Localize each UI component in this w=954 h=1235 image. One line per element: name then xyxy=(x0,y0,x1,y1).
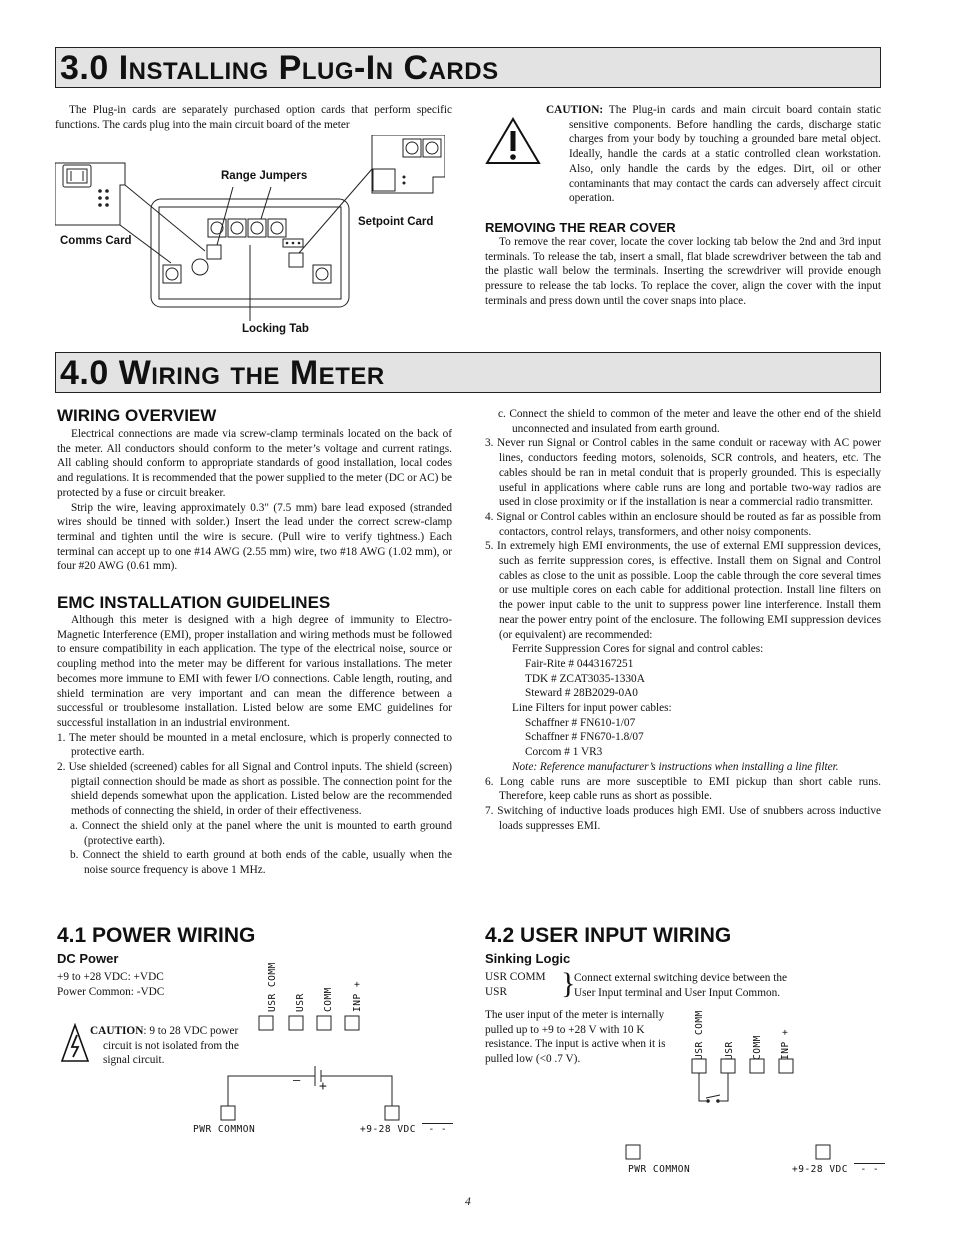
emc-item-3: 3. Never run Signal or Control cables in the same conduit or raceway with AC power lines, conductors feeding motors, solenoids, SCR controls, and heaters, etc. The cables should be ran in metal conduit that is properly grounded. This is especially useful in applications where cable runs are long and portable two-way radios are used in close proximity or if the installation is near a commercial radio transmitter. xyxy=(485,437,881,509)
power-common-label: PWR COMMON xyxy=(193,1124,256,1135)
rear-cover-body xyxy=(485,235,881,309)
power-caution-label: CAUTION xyxy=(90,1025,144,1037)
ui-terminal-label-usr-comm: USR COMM xyxy=(694,1010,705,1060)
user-input-wiring-diagram xyxy=(620,1055,860,1170)
emc-item-2b: b. Connect the shield to earth ground at both ends of the cable, usually when the noise source frequency is above 1 MHz. xyxy=(70,849,452,876)
power-wiring-heading: 4.1 POWER WIRING xyxy=(57,924,256,947)
ui-terminal-label-usr: USR xyxy=(724,1041,735,1060)
sinking-terms xyxy=(485,970,546,999)
svg-text:—: — xyxy=(293,1073,301,1087)
comms-card-label: Comms Card xyxy=(60,235,132,247)
terminal-usr xyxy=(289,1016,303,1030)
dc-power-line-2: Power Common: -VDC xyxy=(57,985,165,998)
user-input-description: The user input of the meter is internally pulled up to +9 to +28 V with 10 K resistance. The input is active when it is pulled low (<0 .7 V). xyxy=(485,1009,666,1066)
svg-text:+: + xyxy=(319,1079,327,1094)
ferrite-item: TDK # ZCAT3035-1330A xyxy=(525,672,645,685)
sinking-usr: USR xyxy=(485,985,507,998)
caution-warning-icon xyxy=(485,117,541,165)
caution-label: CAUTION: xyxy=(546,104,604,116)
ferrite-item: Fair-Rite # 0443167251 xyxy=(525,657,634,670)
ui-dc-symbol-icon: - - xyxy=(854,1164,886,1175)
emc-p1: Although this meter is designed with a high degree of immunity to Electro-Magnetic Interference (EMI), proper installation and wiring methods must be followed to ensure compatibility in each application. The type of the electrical noise, source or coupling method into the meter may be different for various installations. The meter becomes more immune to EMI with fewer I/O connections. Cable length, routing, and shield termination are very important and can mean the difference between a successful or troublesome installation. Listed below are some EMC guidelines for successful installation in an industrial environment. xyxy=(57,614,452,729)
terminal-vdc xyxy=(385,1106,399,1120)
terminal-label-usr-comm: USR COMM xyxy=(267,962,278,1012)
emc-item-2: 2. Use shielded (screened) cables for all Signal and Control inputs. The shield (screen) pigtail connection should be made as short as possible. The connection point for the shield depends somewhat upon the application. Listed below are the recommended methods of connecting the shield, in order of their effectiveness. xyxy=(57,761,452,818)
sinking-usr-comm: USR COMM xyxy=(485,971,546,983)
emc-body-right xyxy=(485,407,881,833)
filter-item: Schaffner # FN670-1.8/07 xyxy=(525,731,644,744)
caution-text: The Plug-in cards and main circuit board contain static sensitive components. Before handling the cards, discharge static charges from your body by touching a grounded bare metal object. Ideally, handle the cards at a static controlled clean workstation. Also, only handle the cards by the edges. Dirt, oil or other contaminants that may contact the cards can adversely affect circuit operation. xyxy=(569,104,881,205)
terminal-label-comm: COMM xyxy=(323,987,334,1012)
ui-terminal-usr-comm xyxy=(692,1059,706,1073)
terminal-pwr-common xyxy=(221,1106,235,1120)
overview-p2: Strip the wire, leaving approximately 0.3" (7.5 mm) bare lead exposed (stranded wires should be tinned with solder.) Insert the lead under the correct screw-clamp terminal and tighten until the wire is secure. (Pull wire to verify tightness.) Each terminal can accept up to one #14 AWG (2.55 mm) wire, two #18 AWG (1.02 mm), or four #20 AWG (0.61 mm). xyxy=(57,501,452,573)
ui-terminal-label-comm: COMM xyxy=(752,1035,763,1060)
terminal-label-inp: INP + xyxy=(352,980,363,1012)
wiring-overview-body xyxy=(57,427,452,574)
ui-power-vdc-label xyxy=(792,1164,885,1175)
rear-cover-heading: REMOVING THE REAR COVER xyxy=(485,220,676,235)
power-caution-text: : 9 to 28 VDC power circuit is not isolated from the signal circuit. xyxy=(103,1025,239,1067)
dc-power-line-1: +9 to +28 VDC: +VDC xyxy=(57,971,164,983)
line-filter-note: Note: Reference manufacturer’s instructions when installing a line filter. xyxy=(512,760,839,773)
terminal-label-usr: USR xyxy=(295,993,306,1012)
ui-power-common-label: PWR COMMON xyxy=(628,1164,691,1175)
brace-icon: } xyxy=(561,967,576,1000)
page-number: 4 xyxy=(465,1196,471,1208)
ferrite-item: Steward # 28B2029-0A0 xyxy=(525,687,638,700)
terminal-inp xyxy=(345,1016,359,1030)
dc-power-lines xyxy=(57,970,164,999)
overview-p1: Electrical connections are made via screw-clamp terminals located on the back of the meter. All conductors should conform to the meter’s voltage and current ratings. All cabling should conform to appropriate standards of good installation, local codes and regulations. It is recommended that the power supplied to the meter (DC or AC) be protected by a fuse or circuit breaker. xyxy=(57,428,452,499)
rear-cover-text: To remove the rear cover, locate the cover locking tab below the 2nd and 3rd input terminals. To release the tab, insert a small, flat blade screwdriver between the tab and the plastic wall below the terminals. Inserting the screwdriver will provide enough pressure to release the tab locks. To replace the cover, align the cover with the input terminals and press down until the cover snaps into place. xyxy=(485,236,881,307)
emc-item-6: 6. Long cable runs are more susceptible to EMI pickup than short cable runs. Therefore, keep cable runs as short as possible. xyxy=(485,775,881,803)
ui-terminal-vdc xyxy=(816,1145,830,1159)
emc-item-2c: c. Connect the shield to common of the meter and leave the other end of the shield unconnected and insulated from earth ground. xyxy=(498,408,881,435)
section-3-header xyxy=(55,47,881,88)
wiring-overview-heading: WIRING OVERVIEW xyxy=(57,406,217,425)
ui-terminal-usr xyxy=(721,1059,735,1073)
sinking-connect-text: Connect external switching device between the User Input terminal and User Input Common. xyxy=(574,972,787,999)
emc-heading: EMC INSTALLATION GUIDELINES xyxy=(57,593,331,612)
s3-caution xyxy=(546,103,881,206)
ui-terminal-pwr-common xyxy=(626,1145,640,1159)
ui-terminal-comm xyxy=(750,1059,764,1073)
emc-item-5: 5. In extremely high EMI environments, the use of external EMI suppression devices, such as ferrite suppression cores, is effective. Install them on Signal and Control cables as close to the unit as possible. Loop the cable through the core several times or use multiple cores on each cable for additional protection. Install line filters on the power input cable to the unit to suppress power line interference. Install them near the power entry point of the enclosure. The following EMI suppression devices (or equivalent) are recommended: xyxy=(485,540,881,641)
terminal-usr-comm xyxy=(259,1016,273,1030)
section-4-header xyxy=(55,352,881,393)
s3-intro-text: The Plug-in cards are separately purchased option cards that perform specific functions. The cards plug into the main circuit board of the meter xyxy=(55,104,452,131)
s3-intro xyxy=(55,103,452,132)
dc-symbol-icon: - - xyxy=(422,1124,454,1135)
locking-tab-label: Locking Tab xyxy=(242,323,309,335)
emc-item-7: 7. Switching of inductive loads produces high EMI. Use of snubbers across inductive loads suppresses EMI. xyxy=(485,804,881,832)
setpoint-card-label: Setpoint Card xyxy=(358,216,434,228)
emc-item-1: 1. The meter should be mounted in a metal enclosure, which is properly connected to protective earth. xyxy=(57,731,452,759)
filter-item: Schaffner # FN610-1/07 xyxy=(525,716,636,729)
section-4-title: 4.0 Wiring the Meter xyxy=(60,354,385,392)
sinking-logic-subheading: Sinking Logic xyxy=(485,951,571,966)
power-vdc-text: +9-28 VDC xyxy=(360,1124,416,1135)
ui-terminal-inp xyxy=(779,1059,793,1073)
filter-item: Corcom # 1 VR3 xyxy=(525,746,603,759)
range-jumpers-label: Range Jumpers xyxy=(221,170,308,182)
emc-item-2a: a. Connect the shield only at the panel where the unit is mounted to earth ground (protective earth). xyxy=(70,819,452,847)
dc-power-subheading: DC Power xyxy=(57,951,119,966)
filter-label: Line Filters for input power cables: xyxy=(512,702,672,715)
power-wiring-diagram xyxy=(215,1012,455,1127)
user-input-wiring-heading: 4.2 USER INPUT WIRING xyxy=(485,924,732,947)
ferrite-label: Ferrite Suppression Cores for signal and control cables: xyxy=(512,643,764,656)
caution-shock-icon xyxy=(60,1023,90,1063)
ui-power-vdc-text: +9-28 VDC xyxy=(792,1164,848,1175)
emc-body-left xyxy=(57,613,452,878)
ui-terminal-label-inp: INP + xyxy=(780,1028,791,1060)
terminal-comm xyxy=(317,1016,331,1030)
emc-item-4: 4. Signal or Control cables within an enclosure should be routed as far as possible from contactors, control relays, transformers, and other noisy components. xyxy=(485,510,881,538)
power-vdc-label xyxy=(360,1124,453,1135)
section-3-title: 3.0 Installing Plug-In Cards xyxy=(60,49,499,87)
